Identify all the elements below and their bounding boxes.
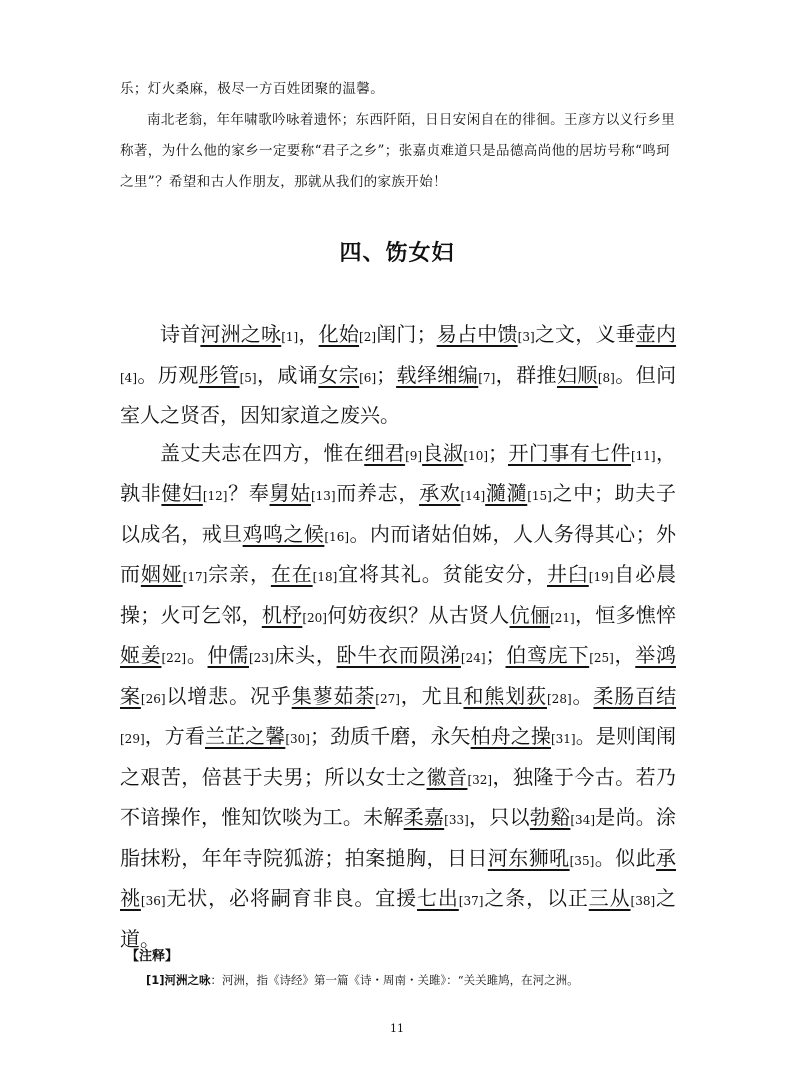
text-segment: ； [376,362,397,387]
text-segment: 宗亲， [207,562,271,586]
text-segment: 。似此 [594,845,657,870]
note-reference: [3] [517,330,535,344]
body-paragraph-1 [120,316,676,435]
annotated-term: 七出 [417,886,459,910]
annotated-term: 良淑 [422,440,464,465]
text-segment: 之文，义垂 [534,322,636,346]
note-reference: [24] [460,651,486,665]
text-segment: 无状，必将嗣育非良。宜援 [165,886,418,910]
text-segment: ，只以 [468,805,530,829]
note-reference: [9] [405,448,423,463]
annotated-term: 仲儒 [207,643,249,667]
note-reference: [12] [202,489,228,503]
note-reference: [17] [182,570,208,584]
note-reference: [14] [460,489,486,503]
note-reference: [29] [120,732,145,746]
note-reference: [11] [630,448,656,463]
annotated-term: 瀡瀡 [485,481,528,505]
text-segment: 之条，以正 [483,886,589,910]
annotated-term: 妇顺 [556,362,598,387]
text-segment: ，群推 [495,362,557,387]
text-segment: ； [488,440,509,465]
annotated-term: 化始 [318,322,360,346]
annotated-term: 柔嘉 [403,805,445,829]
note-reference: [26] [140,691,166,706]
section-heading: 四、饬女妇 [339,241,455,266]
text-segment: 。 [571,683,594,708]
note-reference: [37] [458,894,484,908]
annotated-term: 细君 [364,440,406,465]
note-reference: [28] [547,691,572,706]
text-segment: 床头， [273,643,337,667]
note-reference: [34] [570,813,596,827]
note-item-1 [146,970,686,990]
text-segment: ，方看 [144,724,205,748]
text-segment: ，孰非 [120,440,677,505]
text-segment: 是尚。涂脂抹粉，年年寺院狐游；拍案搥胸，日日 [120,805,677,870]
notes-heading: 【注释】 [126,949,179,964]
text-segment: 。内而诸姑伯姊，人人务得其心；外而 [120,521,677,586]
text-segment: 之中；助夫子以成名，戒旦 [120,481,677,546]
note-reference: [18] [312,570,338,584]
annotated-term: 和熊划荻 [463,683,547,708]
annotated-term: 舅姑 [269,481,311,505]
intro-paragraph-2: 南北老翁，年年啸歌吟咏着遗怀；东西阡陌，日日安闲自在的徘徊。王彦方以义行乡里称著，为什么他的家乡一定要称“君子之乡”；张嘉贞难道只是品德高尚他的居坊号称“鸣珂之里”？希望和古人作朋友，那就从我们的家族开始！ [120,112,676,190]
note-reference: [4] [120,370,137,385]
text-segment: 。是则闺闱之艰苦，倍甚于夫男；所以女士之 [120,724,677,789]
annotated-term: 承祧 [120,845,677,910]
annotated-term: 载绎缃编 [396,362,479,387]
note-reference: [36] [140,894,166,908]
note-reference: [16] [324,529,350,544]
note-reference: [31] [550,732,576,746]
note-reference: [15] [527,489,552,503]
note-reference: [1] [281,330,299,344]
annotated-term: 柔肠百结 [593,683,677,708]
note-reference: [10] [463,448,489,463]
note-reference: [38] [630,894,656,908]
note-reference: [21] [550,610,575,625]
note-reference: [30] [285,732,310,746]
annotated-term: 河洲之咏 [200,322,282,346]
text-segment: ， [298,322,319,346]
annotated-term: 举鸿案 [120,643,677,708]
annotated-term: 姻娅 [140,562,183,586]
text-segment: ； [485,643,506,667]
note-reference: [2] [359,330,377,344]
annotated-term: 承欢 [419,481,461,505]
note-reference: [27] [375,691,400,706]
annotated-term: 鸡鸣之候 [242,521,325,546]
annotated-term: 开门事有七件 [508,440,631,465]
note-reference: [20] [302,610,327,625]
text-segment: 闺门； [376,322,437,346]
annotated-term: 在在 [270,562,313,586]
text-segment: 而养志， [335,481,420,505]
page-number: 11 [390,1022,404,1035]
annotated-term: 集蓼茹荼 [291,683,376,708]
annotated-term: 伉俪 [509,602,551,627]
annotated-term: 勃谿 [529,805,571,829]
annotated-term: 机杼 [261,602,303,627]
note-reference: [6] [359,370,377,385]
text-segment: 之道。 [120,886,677,951]
note-reference: [5] [239,370,257,385]
annotated-term: 三从 [588,886,631,910]
note-term: 河洲之咏 [164,973,211,987]
text-segment: 以增悲。况乎 [165,683,292,708]
intro-text [120,74,680,198]
annotated-term: 健妇 [161,481,203,505]
annotated-term: 柏舟之操 [470,724,551,748]
note-reference: [33] [444,813,469,827]
annotated-term: 女宗 [318,362,360,387]
note-reference: [22] [161,651,187,665]
note-reference: [32] [467,772,493,787]
intro-paragraph-1: 乐；灯火桑麻，极尽一方百姓团聚的温馨。 [120,81,385,97]
text-segment: ，独隆于今古。若乃不谙操作，惟知饮啖为工。未解 [120,764,677,829]
annotated-term: 彤管 [198,362,240,387]
text-segment: 自必晨操；火可乞邻， [120,562,677,627]
annotated-term: 易占中馈 [436,322,518,346]
annotated-term: 壶内 [635,322,677,346]
note-reference: [8] [597,370,615,385]
text-segment: ？奉 [227,481,270,505]
note-reference: [25] [589,651,614,665]
text-segment: ，咸诵 [256,362,319,387]
text-segment: 何妨夜织？从古贤人 [326,602,510,627]
annotated-term: 姬姜 [120,643,162,667]
note-reference: [23] [249,651,274,665]
note-reference: [35] [569,853,595,868]
text-segment: ， [613,643,636,667]
body-paragraph-2 [120,435,676,959]
annotated-term: 卧牛衣而陨涕 [336,643,461,667]
text-segment: 宜将其礼。贫能安分， [337,562,547,586]
note-reference: [13] [310,489,336,503]
note-text: ：河洲，指《诗经》第一篇《诗・周南・关雎》：“关关雎鸠，在河之洲。 [210,973,579,987]
annotated-term: 井臼 [547,562,589,586]
annotated-term: 伯鸾庑下 [505,643,590,667]
annotated-term: 河东狮吼 [487,845,570,870]
text-segment: 。但问室人之贤否，因知家道之废兴。 [120,362,677,427]
text-segment: 盖丈夫志在四方，惟在 [160,440,365,465]
text-segment: 。历观 [137,362,199,387]
note-number: [1] [146,973,165,987]
note-reference: [7] [478,370,496,385]
text-segment: ；劲质千磨，永矢 [309,724,471,748]
note-reference: [19] [588,570,614,584]
text-segment: ，恒多憔悴 [574,602,677,627]
text-segment: 诗首 [160,322,201,346]
annotated-term: 兰芷之馨 [204,724,286,748]
text-segment: 。 [186,643,208,667]
main-text [120,316,676,958]
text-segment: ，尤且 [399,683,464,708]
annotated-term: 徽音 [426,764,468,789]
